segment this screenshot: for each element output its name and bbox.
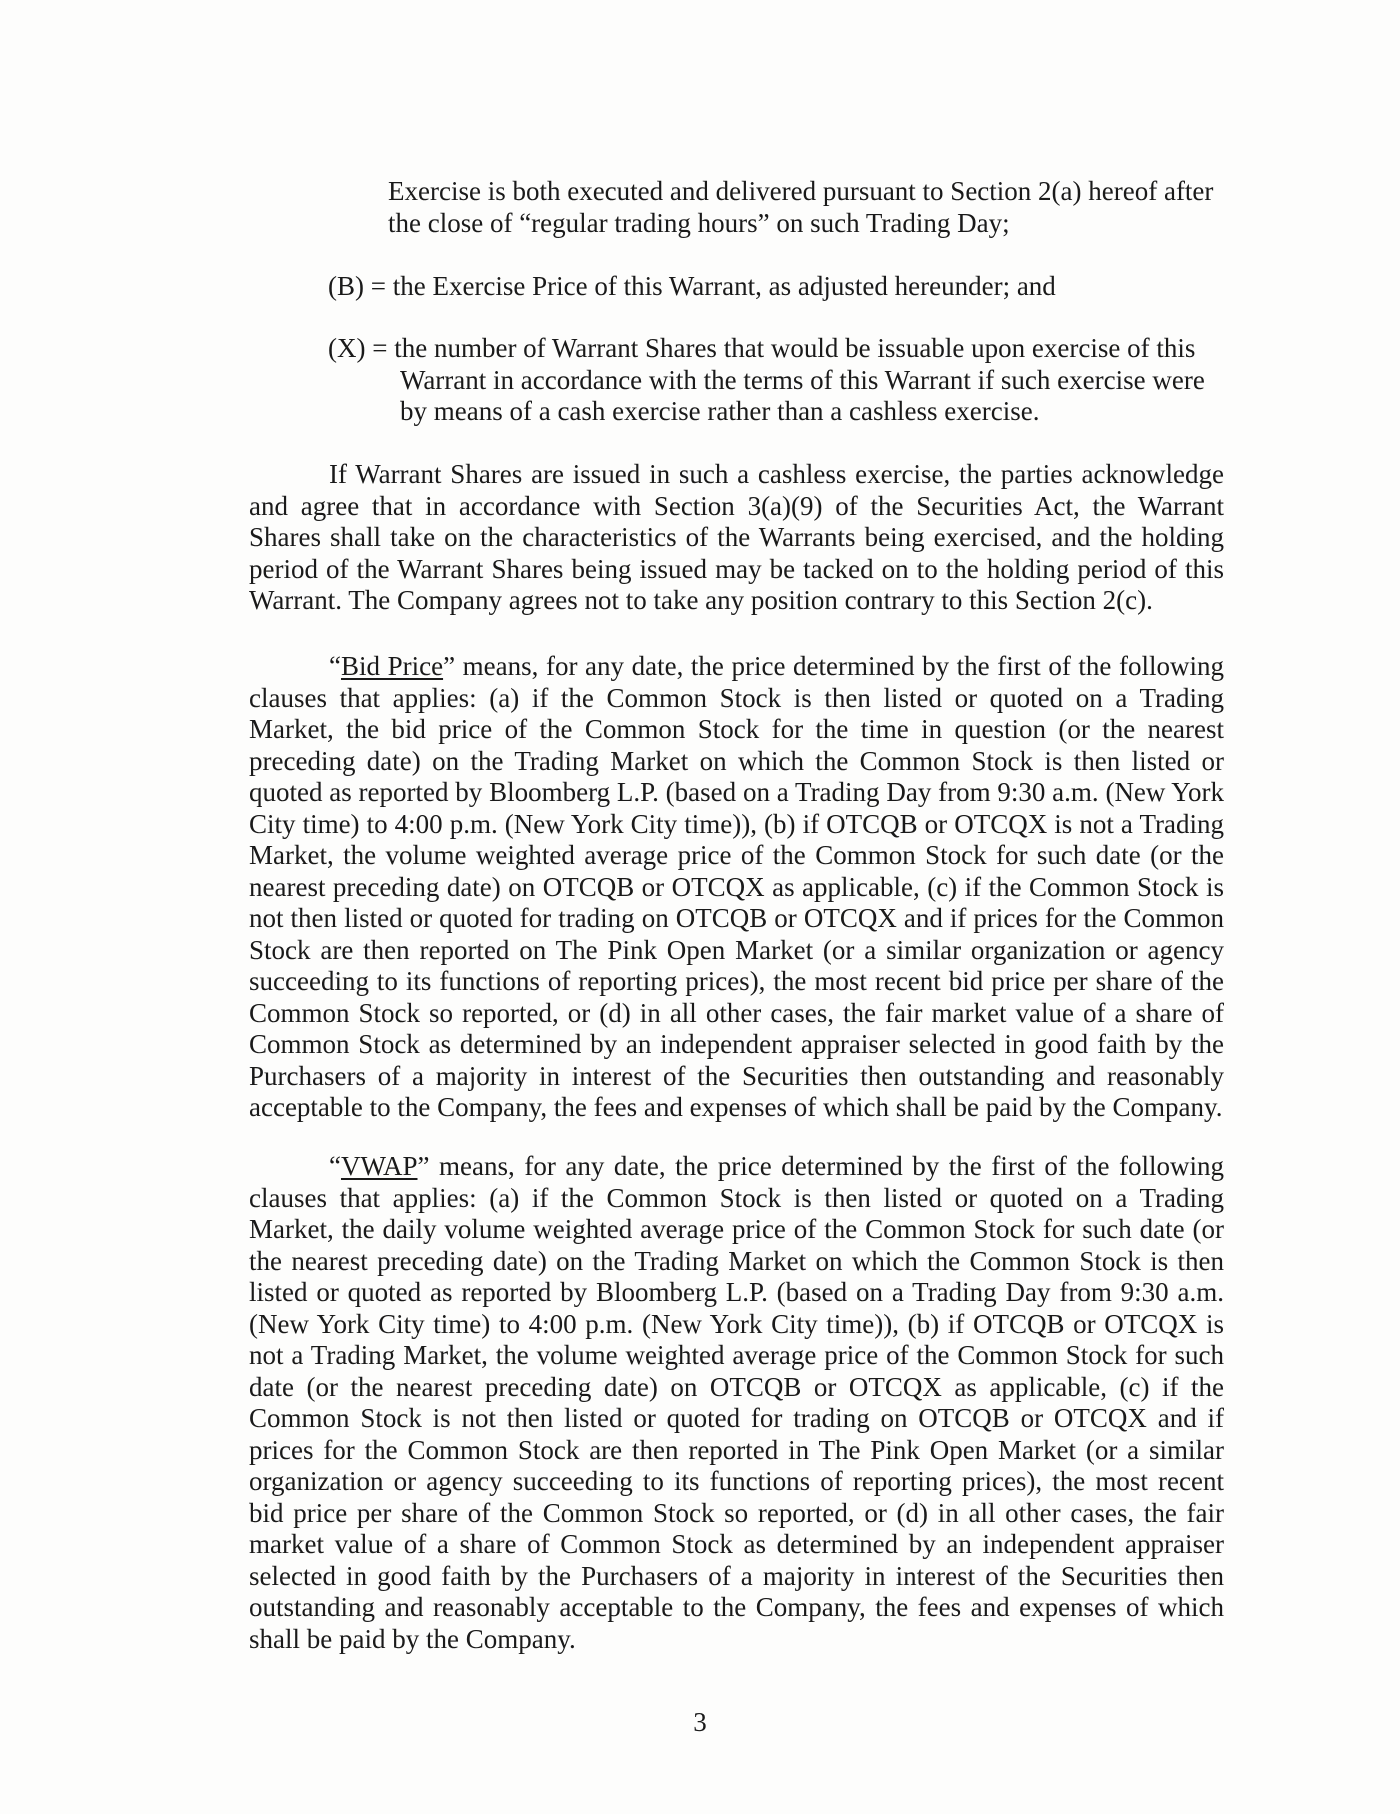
definition-x [328,333,1228,428]
vwap-definition [249,1151,1224,1655]
bid-price-text: means, for any date, the price determined by the first of the following clauses that applies: (a) if the Common Stock is then listed or quoted on a Trading Market, the bid price of the Common Stock for the time in question (or the nearest preceding date) on the Trading Market on which the Common Stock is then listed or quoted as reported by Bloomberg L.P. (based on a Trading Day from 9:30 a.m. (New York City time) to 4:00 p.m. (New York City time)), (b) if OTCQB or OTCQX is not a Trading Market, the volume weighted average price of the Common Stock for such date (or the nearest preceding date) on OTCQB or OTCQX as applicable, (c) if the Common Stock is not then listed or quoted for trading on OTCQB or OTCQX and if prices for the Common Stock are then reported on The Pink Open Market (or a similar organization or agency succeeding to its functions of reporting prices), the most recent bid price per share of the Common Stock so reported, or (d) in all other cases, the fair market value of a share of Common Stock as determined by an independent appraiser selected in good faith by the Purchasers of a majority in interest of the Securities then outstanding and reasonably acceptable to the Company, the fees and expenses of which shall be paid by the Company. [249,651,1224,1122]
bid-price-close-quote: ” [443,651,456,681]
vwap-open-quote: “ [329,1151,341,1181]
definition-b [328,271,1228,303]
bid-price-open-quote: “ [329,651,341,681]
definition-b-label: (B) = [328,271,393,301]
definition-b-text: the Exercise Price of this Warrant, as adjusted hereunder; and [392,271,1056,301]
cashless-exercise-paragraph: If Warrant Shares are issued in such a cashless exercise, the parties acknowledge and agree that in accordance with Section 3(a)(9) of the Securities Act, the Warrant Shares shall take on the characteristics of the Warrants being exercised, and the holding period of the Warrant Shares being issued may be tacked on to the holding period of this Warrant. The Company agrees not to take any position contrary to this Section 2(c). [249,459,1224,615]
definition-x-first-line: the number of Warrant Shares that would be issuable upon exercise of this [394,333,1196,363]
vwap-term: VWAP [340,1151,418,1181]
definition-x-label: (X) = [328,333,395,363]
vwap-text: means, for any date, the price determined by the first of the following clauses that applies: (a) if the Common Stock is then listed or quoted on a Trading Market, the daily volume weighted average price of the Common Stock for such date (or the nearest preceding date) on the Trading Market on which the Common Stock is then listed or quoted as reported by Bloomberg L.P. (based on a Trading Day from 9:30 a.m. (New York City time) to 4:00 p.m. (New York City time)), (b) if OTCQB or OTCQX is not a Trading Market, the volume weighted average price of the Common Stock for such date (or the nearest preceding date) on OTCQB or OTCQX as applicable, (c) if the Common Stock is not then listed or quoted for trading on OTCQB or OTCQX and if prices for the Common Stock are then reported in The Pink Open Market (or a similar organization or agency succeeding to its functions of reporting prices), the most recent bid price per share of the Common Stock so reported, or (d) in all other cases, the fair market value of a share of Common Stock as determined by an independent appraiser selected in good faith by the Purchasers of a majority in interest of the Securities then outstanding and reasonably acceptable to the Company, the fees and expenses of which shall be paid by the Company. [249,1151,1224,1654]
page-number: 3 [693,1707,707,1737]
definition-x-rest: Warrant in accordance with the terms of this Warrant if such exercise were by means of a cash exercise rather than a cashless exercise. [400,364,1205,426]
exercise-continuation-text: Exercise is both executed and delivered pursuant to Section 2(a) hereof after the close of “regular trading hours” on such Trading Day; [388,176,1214,238]
bid-price-definition [249,651,1224,1124]
vwap-close-quote: ” [417,1151,430,1181]
bid-price-term: Bid Price [340,651,444,681]
